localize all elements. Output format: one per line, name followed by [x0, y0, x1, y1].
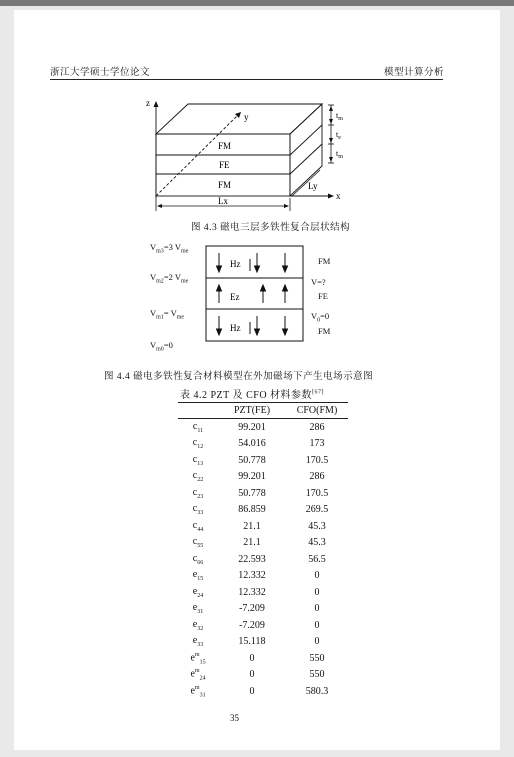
viewer-top-bar: [0, 0, 514, 6]
pzt-value: 12.332: [238, 586, 266, 598]
table-row: [178, 650, 348, 667]
figure-4-4-field-diagram: [205, 245, 305, 343]
layer-label-bottom: FM: [218, 180, 232, 190]
z-axis-label: z: [146, 98, 150, 108]
running-header-right: 模型计算分析: [383, 68, 444, 78]
cfo-value: 45.3: [308, 520, 326, 532]
cfo-value: 0: [314, 636, 320, 648]
table-row: [178, 601, 348, 618]
pzt-value: 21.1: [243, 520, 261, 532]
material-parameters-table: [178, 402, 348, 700]
lx-arrow-right: [284, 204, 289, 208]
parameter-symbol: $c_{22}$: [192, 470, 204, 484]
pzt-value: 50.778: [238, 487, 266, 499]
cfo-value: 170.5: [305, 487, 329, 499]
thickness-arrow-1: [329, 106, 333, 111]
field-label-bottom: Hz: [230, 323, 241, 333]
top-layer-arrows: [217, 253, 288, 272]
pzt-value: 54.016: [238, 438, 266, 450]
table-header-cell: CFO(FM): [286, 403, 348, 419]
parameter-symbol: $e^m_{15}$: [190, 651, 206, 665]
table-row: [178, 535, 348, 552]
table-row: [178, 419, 348, 436]
table-row: [178, 469, 348, 486]
cfo-value: 173: [309, 438, 325, 450]
stack-outline: [206, 246, 303, 341]
vm0-label: $V_{m0}=0$: [150, 340, 173, 353]
parameter-symbol: $c_{12}$: [192, 437, 204, 451]
cfo-value: 0: [314, 603, 320, 615]
table-4-2-citation: [67]: [312, 389, 325, 396]
table-row: [178, 584, 348, 601]
pzt-value: 0: [249, 685, 255, 697]
parameter-symbol: $e_{15}$: [192, 569, 204, 583]
table-row: [178, 518, 348, 535]
parameter-symbol: $c_{33}$: [192, 503, 204, 517]
table-header-cell: [178, 403, 218, 419]
parameter-symbol: $e^m_{31}$: [190, 684, 206, 698]
layer-label-middle: FE: [219, 160, 230, 170]
y-axis-label: y: [244, 112, 249, 122]
pzt-value: 12.332: [238, 570, 266, 582]
parameter-symbol: $e_{31}$: [192, 602, 204, 616]
figure-4-3-caption: 图 4.3 磁电三层多铁性复合层状结构: [191, 223, 351, 233]
right-label-fm-bottom: FM: [318, 326, 331, 336]
table-header-row: [178, 403, 348, 419]
te-label: $t_e$: [336, 130, 341, 141]
table-row: [178, 452, 348, 469]
thickness-arrow-2: [329, 119, 333, 124]
z-axis-arrowhead: [154, 101, 159, 107]
table-row: [178, 634, 348, 651]
table-row: [178, 683, 348, 700]
pzt-value: 99.201: [238, 471, 266, 483]
right-label-fe: FE: [318, 291, 328, 301]
parameter-symbol: $c_{11}$: [192, 420, 204, 434]
right-interface-bottom: [290, 144, 322, 174]
table-row: [178, 568, 348, 585]
table-body: [178, 419, 348, 700]
table-row: [178, 485, 348, 502]
cfo-value: 580.3: [305, 685, 329, 697]
figure-4-4-caption: 图 4.4 磁电多铁性复合材料模型在外加磁场下产生电场示意图: [104, 372, 374, 382]
pzt-value: 22.593: [238, 553, 266, 565]
vm3-label: $V_{m3}=3$ $V_{me}$: [150, 242, 189, 255]
table-header-cell: PZT(FE): [218, 403, 286, 419]
cfo-value: 45.3: [308, 537, 326, 549]
pzt-value: 99.201: [238, 421, 266, 433]
table-row: [178, 551, 348, 568]
parameter-symbol: $e_{24}$: [192, 585, 204, 599]
cfo-value: 0: [314, 619, 320, 631]
cfo-value: 286: [309, 471, 325, 483]
parameter-symbol: $c_{23}$: [192, 486, 204, 500]
thickness-arrow-4: [329, 157, 333, 162]
block-top-face: [156, 104, 322, 134]
right-label-fm-top: FM: [318, 256, 331, 266]
tm-top-label: $t_m$: [336, 111, 343, 122]
thickness-arrow-3: [329, 138, 333, 143]
table-row: [178, 502, 348, 519]
layer-label-top: FM: [218, 141, 232, 151]
ly-label: Ly: [308, 181, 318, 191]
cfo-value: 269.5: [305, 504, 329, 516]
pzt-value: 0: [249, 652, 255, 664]
field-label-middle: Ez: [230, 292, 240, 302]
pzt-value: -7.209: [239, 603, 265, 615]
page-number: 35: [230, 713, 239, 723]
cfo-value: 286: [309, 421, 325, 433]
header-rule: [50, 79, 443, 80]
parameter-symbol: $e^m_{24}$: [190, 668, 206, 682]
pzt-value: 0: [249, 669, 255, 681]
bottom-layer-arrows: [217, 316, 288, 335]
cfo-value: 0: [314, 570, 320, 582]
cfo-value: 0: [314, 586, 320, 598]
table-row: [178, 667, 348, 684]
parameter-symbol: $e_{33}$: [192, 635, 204, 649]
vm1-label: $V_{m1}= V_{me}$: [150, 308, 185, 321]
x-axis-label: x: [336, 191, 341, 201]
parameter-symbol: $c_{66}$: [192, 552, 204, 566]
field-label-top: Hz: [230, 259, 241, 269]
table-4-2-title: 表 4.2 PZT 及 CFO 材料参数[67]: [180, 389, 325, 401]
parameter-symbol: $c_{44}$: [192, 519, 204, 533]
right-label-v-unknown: V=?: [311, 277, 326, 287]
cfo-value: 550: [309, 669, 325, 681]
cfo-value: 170.5: [305, 454, 329, 466]
cfo-value: 56.5: [308, 553, 326, 565]
pzt-value: 86.859: [238, 504, 266, 516]
figure-4-3-layered-structure: [140, 95, 355, 215]
parameter-symbol: $c_{55}$: [192, 536, 204, 550]
table-row: [178, 617, 348, 634]
pzt-value: 15.118: [238, 636, 266, 648]
pzt-value: 21.1: [243, 537, 261, 549]
pzt-value: -7.209: [239, 619, 265, 631]
parameter-symbol: $c_{13}$: [192, 453, 204, 467]
cfo-value: 550: [309, 652, 325, 664]
right-label-v0: $V_0=0$: [311, 311, 330, 324]
parameter-symbol: $e_{32}$: [192, 618, 204, 632]
running-header-left: 浙江大学硕士学位论文: [50, 68, 151, 78]
x-axis-arrowhead: [328, 194, 334, 199]
table-row: [178, 436, 348, 453]
lx-arrow-left: [157, 204, 162, 208]
tm-bottom-label: $t_m$: [336, 149, 343, 160]
middle-layer-arrows: [217, 285, 288, 303]
lx-label: Lx: [218, 196, 228, 206]
pzt-value: 50.778: [238, 454, 266, 466]
vm2-label: $V_{m2}=2$ $V_{me}$: [150, 272, 189, 285]
